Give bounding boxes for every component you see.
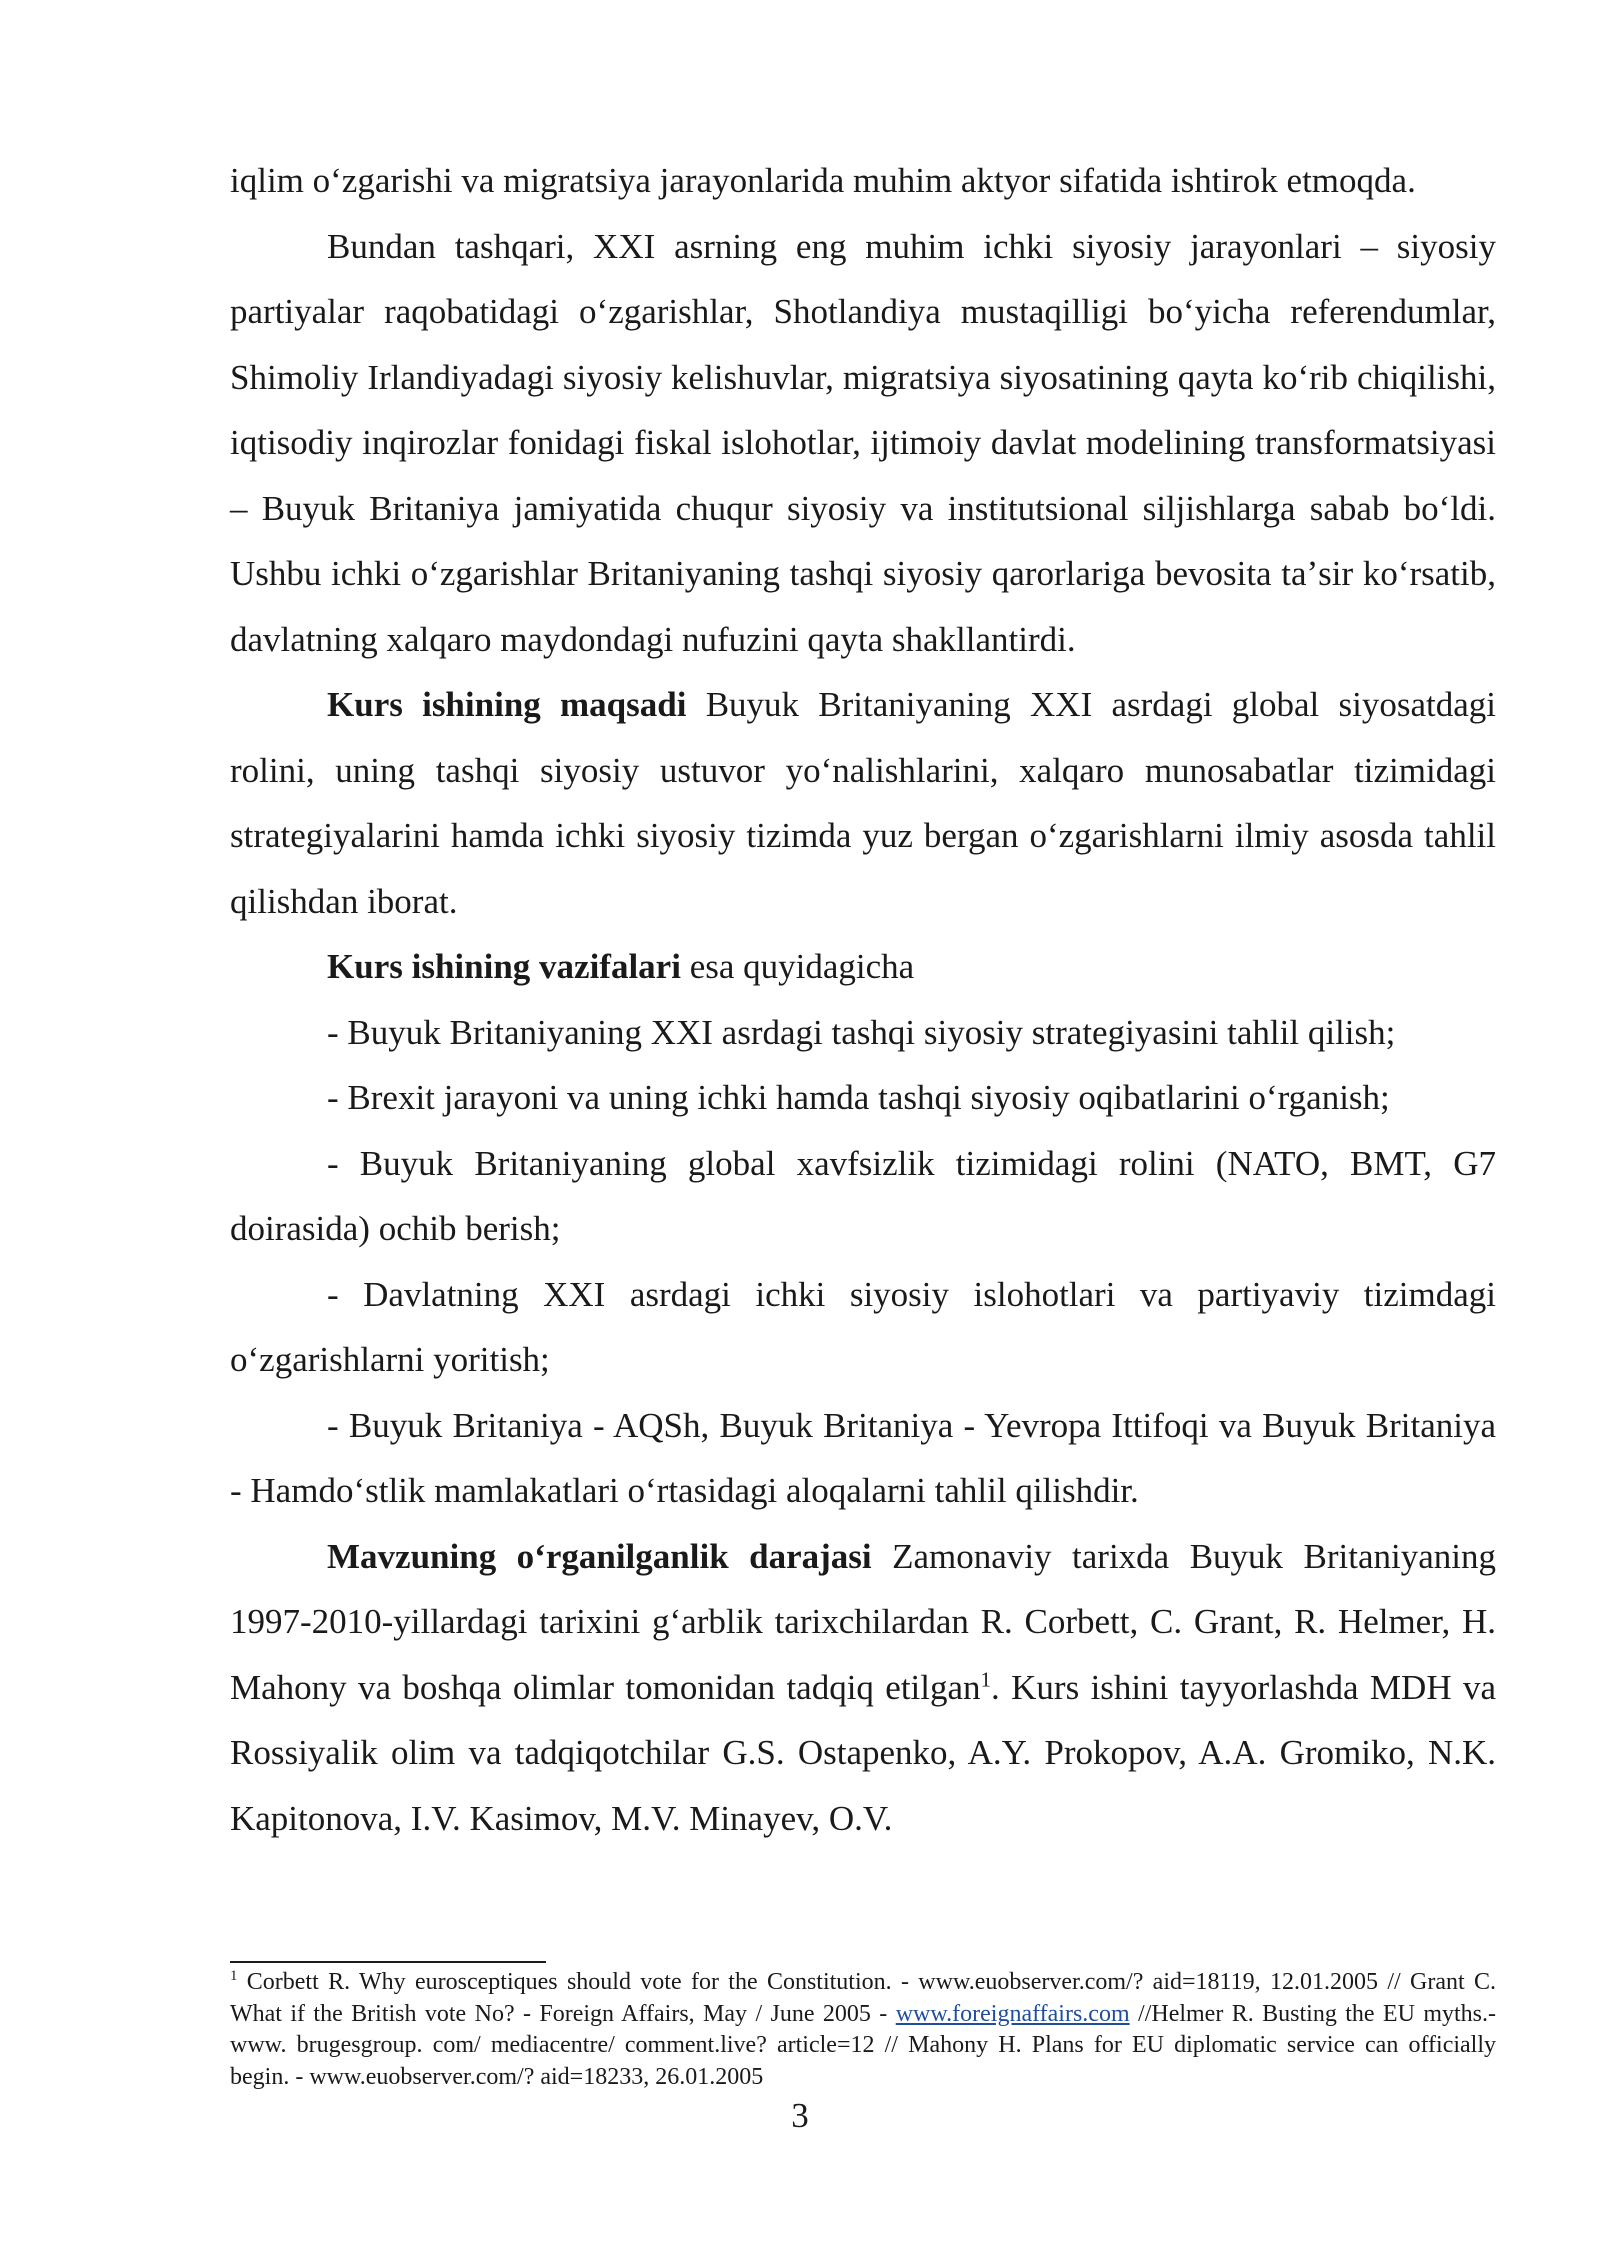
task-item: - Buyuk Britaniya - AQSh, Buyuk Britaniya - Yevropa Ittifoqi va Buyuk Britaniya - Hamdoʻstlik mamlakatlari oʻrtasidagi aloqalarni tahlil qilishdir. [230,1405,1496,1510]
footnote [230,1967,1496,2093]
paragraph-course-tasks [230,934,1496,1000]
footnote-separator [230,1961,546,1963]
footnote-marker: 1 [230,1968,238,1984]
task-item: - Buyuk Britaniyaning global xavfsizlik tizimidagi rolini (NATO, BMT, G7 doirasida) ochib berish; [230,1143,1496,1248]
course-tasks-heading: Kurs ishining vazifalari [327,947,681,986]
course-aim-text: Buyuk Britaniyaning XXI asrdagi global siyosatdagi rolini, uning tashqi siyosiy ustuvor yoʻnalishlarini, xalqaro munosabatlar tizimidagi strategiyalarini hamda ichki siyosiy tizimda yuz bergan oʻzgarishlarni ilmiy asosda tahlil qilishdan iborat. [230,685,1496,921]
task-item: - Buyuk Britaniyaning XXI asrdagi tashqi siyosiy strategiyasini tahlil qilish; [327,1012,1396,1052]
paragraph-study-level [230,1524,1496,1852]
course-aim-heading: Kurs ishining maqsadi [327,685,687,724]
footnote-link[interactable]: www.foreignaffairs.com [895,2000,1130,2027]
footnote-text: Corbett R. Why eurosceptiques should vote for the Constitution. - www.euobserver.com/? aid=18119, 12.01.2005 // Grant C. What if the British vote No? - Foreign Affairs, May / June 2005 - [230,1969,1496,2027]
study-level-heading: Mavzuning oʻrganilganlik darajasi [327,1536,872,1576]
page-number: 3 [791,2096,809,2135]
paragraph-course-aim [230,672,1496,934]
task-item: - Brexit jarayoni va uning ichki hamda tashqi siyosiy oqibatlarini oʻrganish; [327,1078,1390,1117]
paragraph-domestic-processes: Bundan tashqari, XXI asrning eng muhim ichki siyosiy jarayonlari – siyosiy partiyalar raqobatidagi oʻzgarishlar, Shotlandiya mustaqilligi boʻyicha referendumlar, Shimoliy Irlandiyadagi siyosiy kelishuvlar, migratsiya siyosatining qayta koʻrib chiqilishi, iqtisodiy inqirozlar fonidagi fiskal islohotlar, ijtimoiy davlat modelining transformatsiyasi – Buyuk Britaniya jamiyatida chuqur siyosiy va institutsional siljishlarga sabab boʻldi. Ushbu ichki oʻzgarishlar Britaniyaning tashqi siyosiy qarorlariga bevosita taʼsir koʻrsatib, davlatning xalqaro maydondagi nufuzini qayta shakllantirdi. [230,226,1496,659]
footnote-text-continued: //Helmer R. Busting the EU myths.- www. brugesgroup. com/ mediacentre/ comment.live? article=12 // Mahony H. Plans for EU diplomatic service can officially begin. - www.euobserver.com/? aid=18233, 26.01.2005 [230,2000,1496,2090]
paragraph-continuation: iqlim oʻzgarishi va migratsiya jarayonlarida muhim aktyor sifatida ishtirok etmoqda. [230,161,1416,200]
task-item: - Davlatning XXI asrdagi ichki siyosiy islohotlari va partiyaviy tizimdagi oʻzgarishlarni yoritish; [230,1274,1496,1379]
study-level-text-continued: . Kurs ishini tayyorlashda MDH va Rossiyalik olim va tadqiqotchilar G.S. Ostapenko, A.Y. Prokopov, A.A. Gromiko, N.K. Kapitonova, I.V. Kasimov, M.V. Minayev, O.V. [230,1667,1496,1838]
footnote-reference[interactable]: 1 [980,1666,992,1691]
course-tasks-intro: esa quyidagicha [680,947,915,986]
body-text [230,148,1496,1851]
study-level-text: Zamonaviy tarixda Buyuk Britaniyaning 1997-2010-yillardagi tarixini gʻarblik tarixchilardan R. Corbett, C. Grant, R. Helmer, H. Mahony va boshqa olimlar tomonidan tadqiq etilgan [230,1536,1496,1707]
